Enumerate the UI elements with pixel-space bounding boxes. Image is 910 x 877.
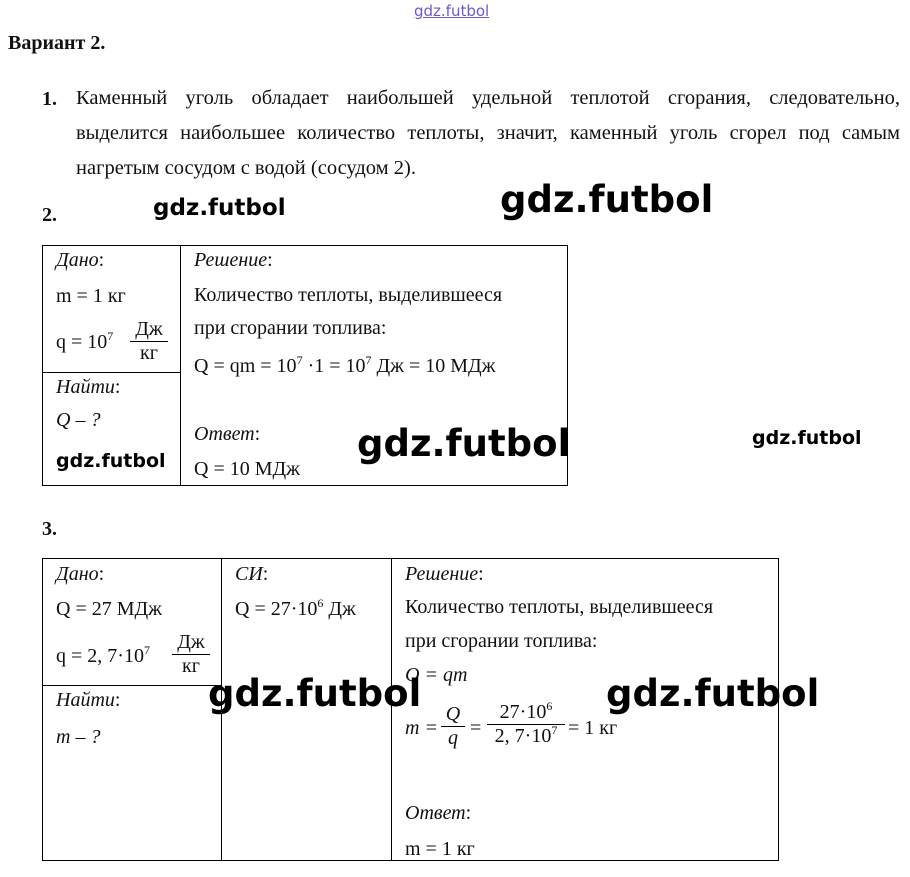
- task1-number: 1.: [42, 88, 57, 110]
- task2-given-heading: Дано:: [56, 249, 105, 271]
- watermark-task2-left: gdz.futbol: [153, 195, 286, 221]
- task2-given-mass: m = 1 кг: [56, 285, 126, 307]
- task2-answer-heading: Ответ:: [194, 423, 261, 445]
- task3-si-heading: СИ:: [235, 563, 269, 585]
- task3-find-heading: Найти:: [56, 689, 121, 711]
- watermark-task2-side: gdz.futbol: [752, 427, 862, 449]
- task3-formula-1: Q = qm: [405, 664, 468, 686]
- task3-fraction-numeric: $\frac{27\cdot 10^6}{2, 7\cdot 10^7}$: [487, 701, 565, 748]
- task3-q-unit-fraction: Дж кг: [172, 631, 210, 678]
- task3-given-Q: Q = 27 МДж: [56, 598, 162, 620]
- task3-answer-value: m = 1 кг: [405, 838, 475, 860]
- top-watermark-link[interactable]: gdz.futbol: [414, 2, 490, 20]
- watermark-task2-table: gdz.futbol: [357, 422, 571, 465]
- task3-solution-text-2: при сгорании топлива:: [405, 630, 598, 652]
- task2-find-value: Q – ?: [56, 409, 101, 431]
- task3-answer-heading: Ответ:: [405, 802, 472, 824]
- task3-number: 3.: [42, 518, 57, 540]
- task2-solution-text-2: при сгорании топлива:: [194, 317, 387, 339]
- task2-find-heading: Найти:: [56, 376, 121, 398]
- task2-divider-horizontal: [42, 372, 181, 373]
- watermark-task3-left: gdz.futbol: [208, 672, 422, 715]
- task2-q-unit-fraction: Дж кг: [130, 318, 168, 365]
- task1-text: Каменный уголь обладает наибольшей удельной теплотой сгорания, следовательно, выделится наибольшее количество теплоты, значит, каменный уголь сгорел под самым нагретым сосудом с водой (сосудом 2).: [76, 87, 900, 179]
- task2-number: 2.: [42, 204, 57, 226]
- task3-m-equals: m =: [405, 717, 438, 739]
- task2-formula: Q = qm = $10^7 \cdot 1 = 10^7$ Дж = 10 МДж: [194, 353, 496, 377]
- task3-divider-horizontal: [42, 685, 222, 686]
- task2-divider-vertical: [180, 245, 181, 486]
- task3-solution-text-1: Количество теплоты, выделившееся: [405, 596, 714, 618]
- task3-find-value: m – ?: [56, 726, 101, 748]
- task3-given-heading: Дано:: [56, 563, 105, 585]
- task3-equals-sign: =: [470, 717, 482, 739]
- task2-given-q: $q = 10^7$: [56, 329, 114, 353]
- variant-title: Вариант 2.: [8, 32, 106, 54]
- watermark-task3-right: gdz.futbol: [606, 672, 820, 715]
- task3-fraction-Q-over-q: $\frac{Q}{q}$: [441, 703, 465, 750]
- task3-si-value: $Q = 27\cdot 10^6$ Дж: [235, 596, 356, 620]
- watermark-task2-right: gdz.futbol: [500, 178, 714, 221]
- task3-solution-heading: Решение:: [405, 563, 484, 585]
- task3-result: = 1 кг: [568, 717, 618, 739]
- task2-solution-text-1: Количество теплоты, выделившееся: [194, 284, 503, 306]
- task3-given-q: q = 2, $7\cdot 10^7$: [56, 643, 150, 667]
- task2-solution-heading: Решение:: [194, 249, 273, 271]
- task2-answer-value: Q = 10 МДж: [194, 458, 300, 480]
- watermark-task2-cell: gdz.futbol: [56, 450, 166, 472]
